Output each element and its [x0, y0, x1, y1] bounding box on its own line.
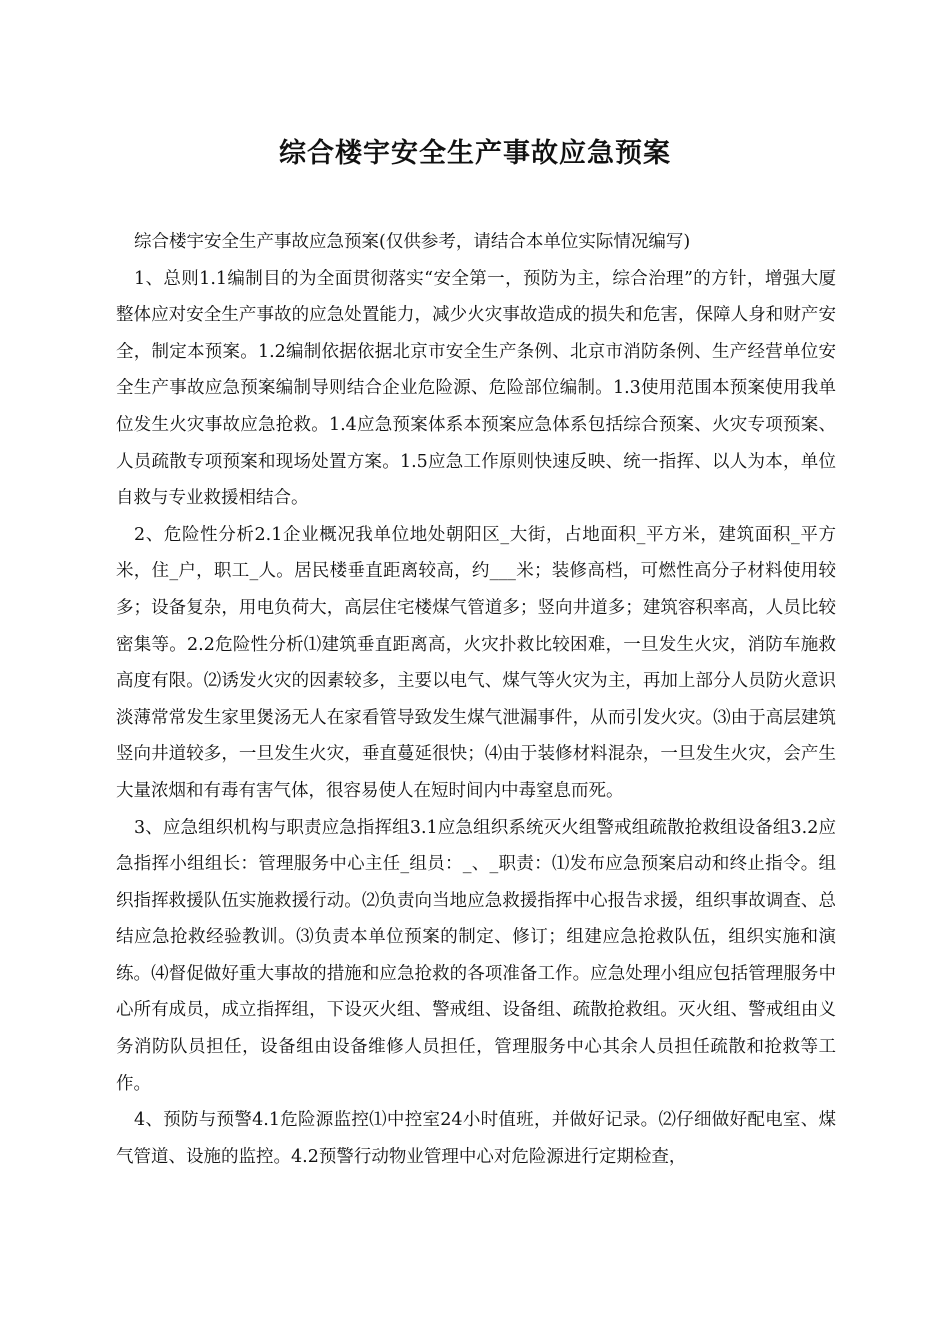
document-body — [116, 224, 836, 1175]
section-2-paragraph: 2、危险性分析2.1企业概况我单位地处朝阳区_大街，占地面积_平方米，建筑面积_平方米，住_户，职工_人。居民楼垂直距离较高，约___米；装修高档，可燃性高分子材料使用较多；设备复杂，用电负荷大，高层住宅楼煤气管道多；竖向井道多；建筑容积率高，人员比较密集等。2.2危险性分析⑴建筑垂直距离高，火灾扑救比较困难，一旦发生火灾，消防车施救高度有限。⑵诱发火灾的因素较多，主要以电气、煤气等火灾为主，再加上部分人员防火意识淡薄常常发生家里煲汤无人在家看管导致发生煤气泄漏事件，从而引发火灾。⑶由于高层建筑竖向井道较多，一旦发生火灾，垂直蔓延很快；⑷由于装修材料混杂，一旦发生火灾，会产生大量浓烟和有毒有害气体，很容易使人在短时间内中毒窒息而死。 — [116, 524, 836, 801]
section-3-paragraph: 3、应急组织机构与职责应急指挥组3.1应急组织系统灭火组警戒组疏散抢救组设备组3.2应急指挥小组组长：管理服务中心主任_组员：_、_职责：⑴发布应急预案启动和终止指令。组织指挥救援队伍实施救援行动。⑵负责向当地应急救援指挥中心报告求援，组织事故调查、总结应急抢救经验教训。⑶负责本单位预案的制定、修订；组建应急抢救队伍，组织实施和演练。⑷督促做好重大事故的措施和应急抢救的各项准备工作。应急处理小组应包括管理服务中心所有成员，成立指挥组，下设灭火组、警戒组、设备组、疏散抢救组。灭火组、警戒组由义务消防队员担任，设备组由设备维修人员担任，管理服务中心其余人员担任疏散和抢救等工作。 — [116, 817, 836, 1094]
section-4-paragraph: 4、预防与预警4.1危险源监控⑴中控室24小时值班，并做好记录。⑵仔细做好配电室、煤气管道、设施的监控。4.2预警行动物业管理中心对危险源进行定期检查， — [116, 1110, 836, 1167]
section-1-paragraph: 1、总则1.1编制目的为全面贯彻落实“安全第一，预防为主，综合治理”的方针，增强大厦整体应对安全生产事故的应急处置能力，减少火灾事故造成的损失和危害，保障人身和财产安全，制定本预案。1.2编制依据依据北京市安全生产条例、北京市消防条例、生产经营单位安全生产事故应急预案编制导则结合企业危险源、危险部位编制。1.3使用范围本预案使用我单位发生火灾事故应急抢救。1.4应急预案体系本预案应急体系包括综合预案、火灾专项预案、人员疏散专项预案和现场处置方案。1.5应急工作原则快速反映、统一指挥、以人为本，单位自救与专业救援相结合。 — [116, 268, 836, 509]
intro-paragraph: 综合楼宇安全生产事故应急预案(仅供参考，请结合本单位实际情况编写) — [134, 232, 691, 252]
document-title: 综合楼宇安全生产事故应急预案 — [279, 138, 671, 169]
